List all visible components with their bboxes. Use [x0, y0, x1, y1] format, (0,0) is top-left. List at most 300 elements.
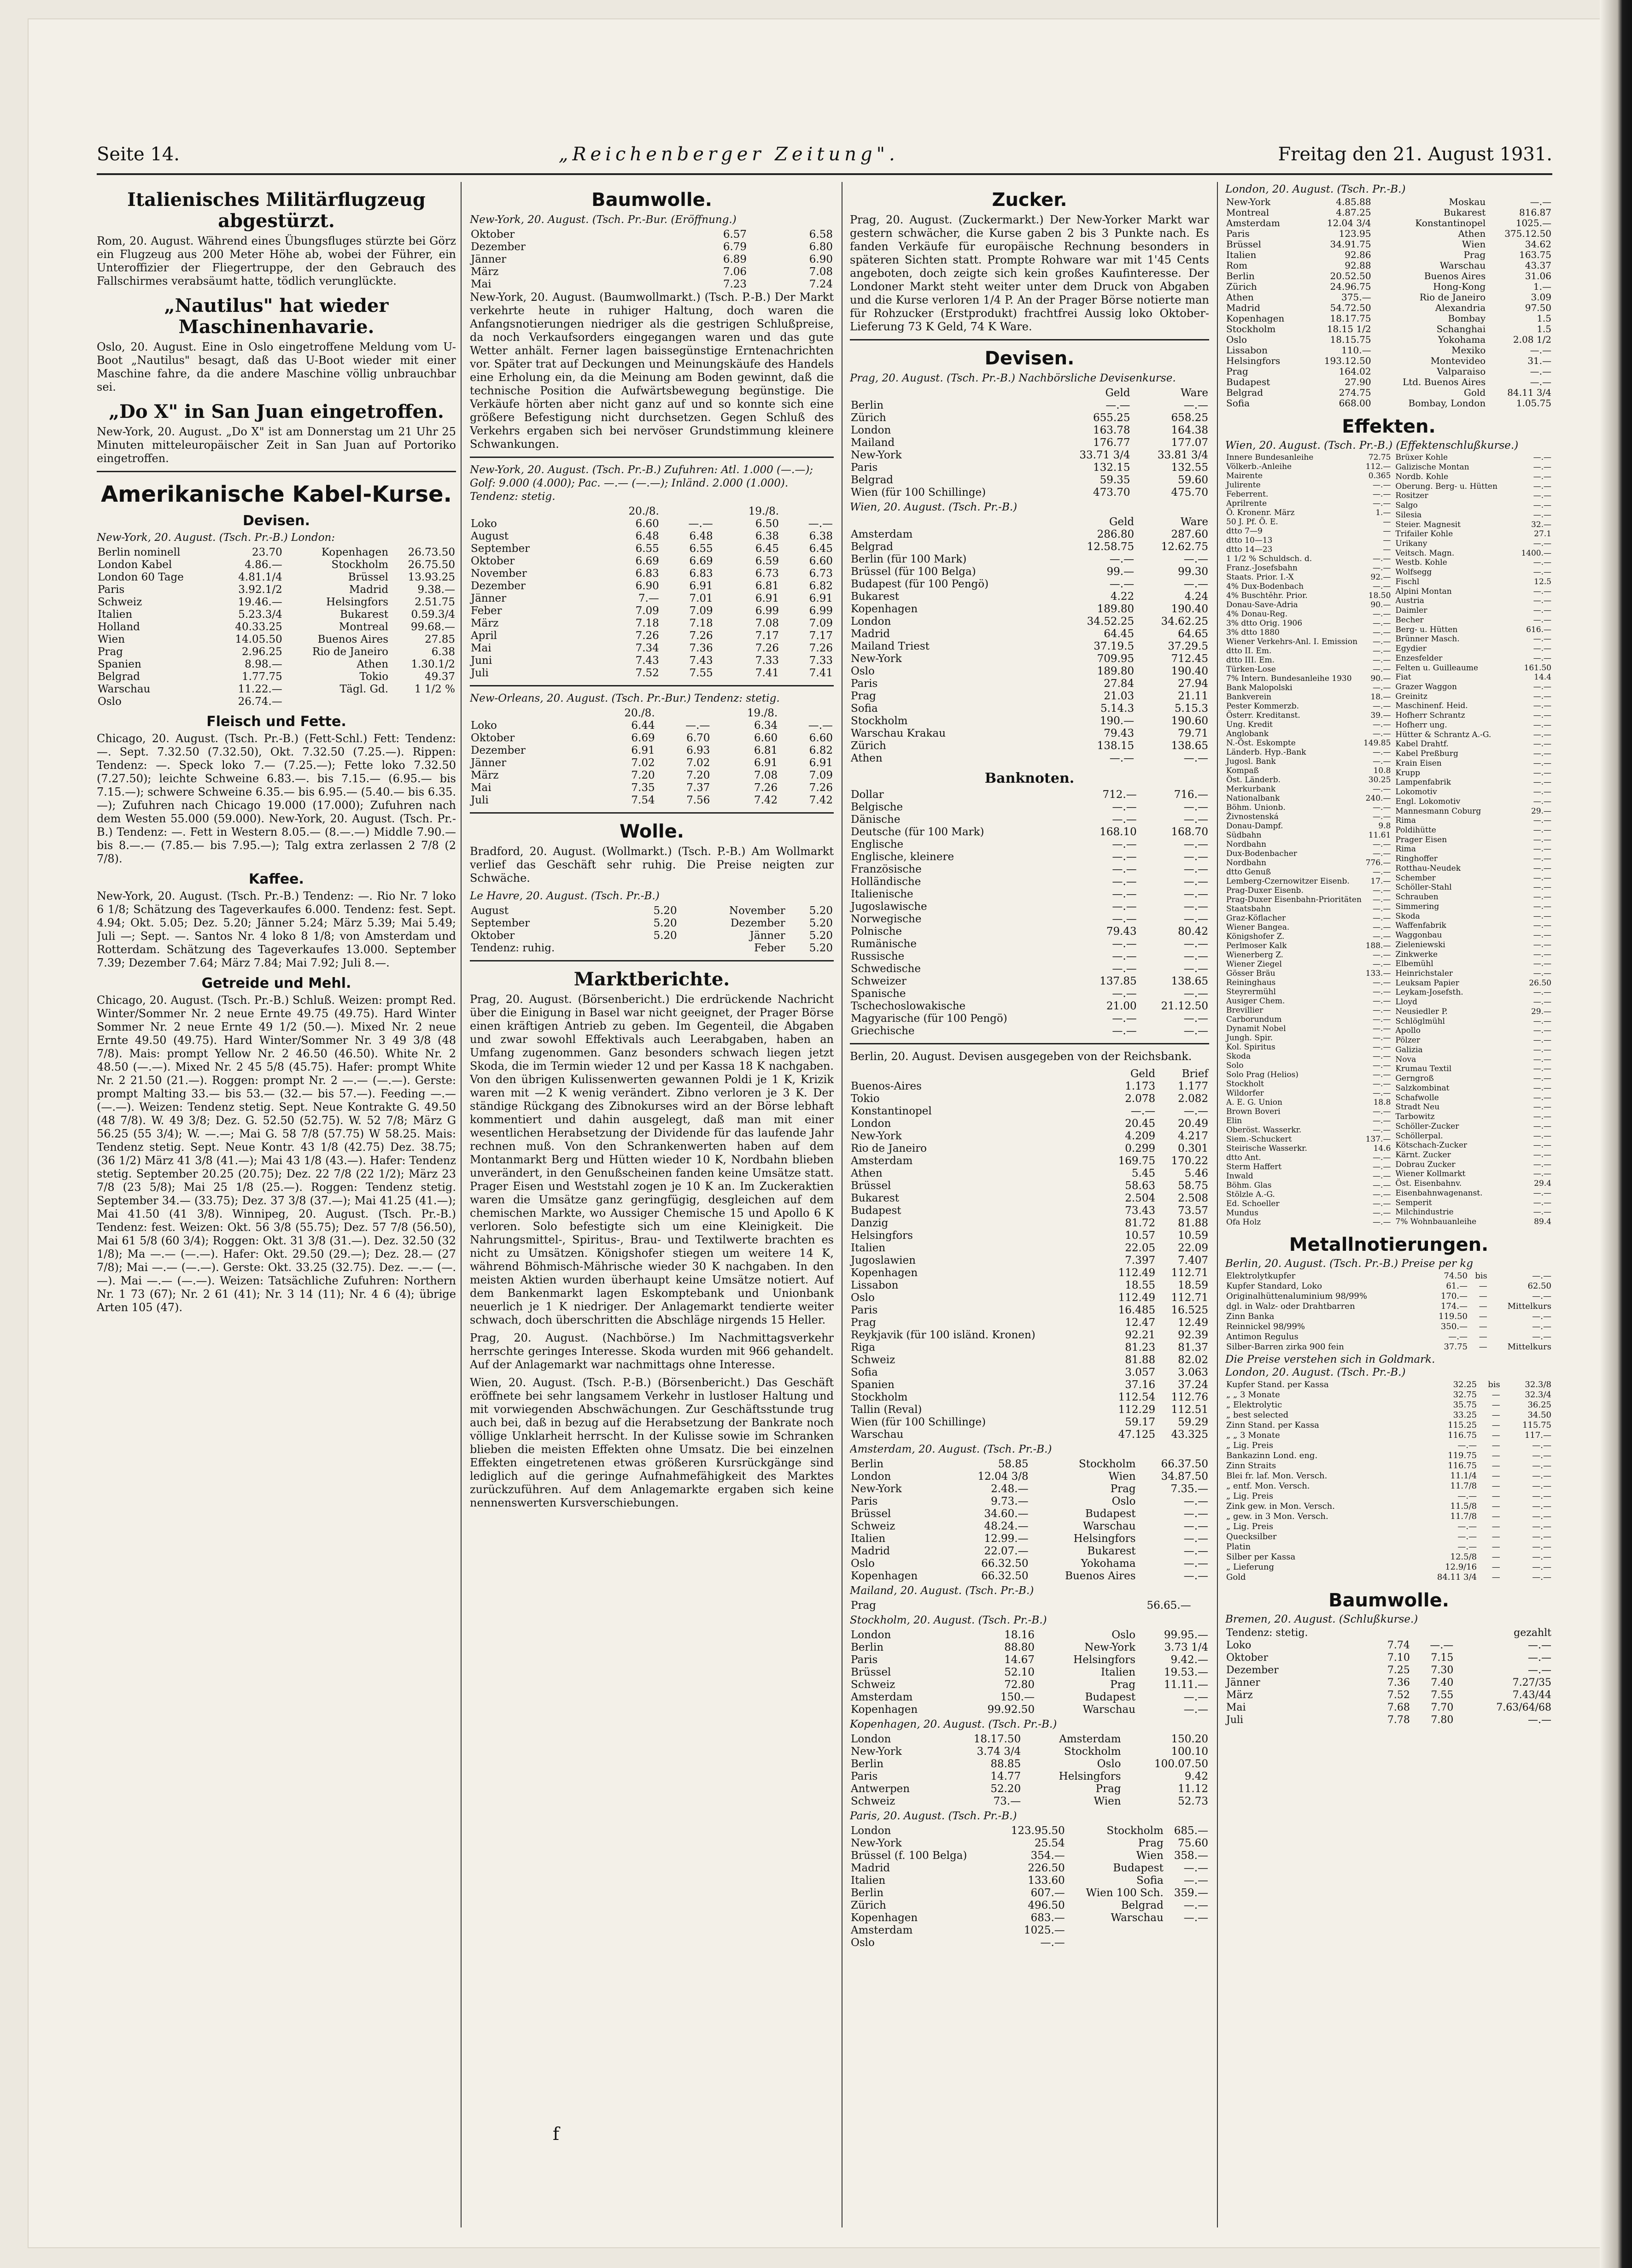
table-row — [1394, 911, 1552, 921]
table-row — [850, 653, 1209, 665]
row-value: 56.65.— — [1146, 1600, 1191, 1612]
row-value: 7.33 — [755, 655, 779, 667]
row-value: 7.02 — [686, 757, 710, 769]
table-row — [1394, 1036, 1552, 1045]
row-label: Amsterdam — [851, 1924, 913, 1936]
row-label: Galizia — [1395, 1045, 1423, 1055]
row-value: Bukarest — [340, 609, 389, 621]
table-row — [1225, 1552, 1552, 1562]
row-value: 6.59 — [755, 555, 779, 567]
row-value: —.— — [1373, 960, 1391, 969]
row-value: 18.17.75 — [1330, 313, 1371, 324]
row-value: —.— — [1533, 682, 1551, 692]
row-value: 80.42 — [1178, 926, 1208, 938]
row-label: Brüssel (für 100 Belga) — [851, 566, 976, 578]
row-label: Paris — [1226, 228, 1250, 239]
row-value: —.— — [1528, 1640, 1551, 1651]
row-value: 21.00 — [1106, 1000, 1137, 1012]
row-value: 20.52.50 — [1330, 270, 1371, 281]
row-label: Schweizer — [851, 975, 907, 987]
row-value: Feber — [754, 942, 785, 954]
table-row — [850, 1379, 1209, 1391]
table-row — [850, 888, 1209, 901]
table-row — [1225, 197, 1552, 207]
table-row — [850, 1093, 1209, 1105]
table-row — [1225, 508, 1392, 517]
row-value: Konstantinopel — [1415, 217, 1486, 229]
row-value: 26.73.50 — [408, 546, 455, 558]
row-value: 7.25 — [1387, 1664, 1410, 1676]
row-value: 4.87.25 — [1336, 207, 1371, 218]
row-label: Nova — [1395, 1055, 1416, 1064]
row-value: 49.37 — [425, 671, 455, 683]
row-value: 84.11 3/4 — [1437, 1572, 1477, 1582]
row-value: —.— — [1373, 656, 1391, 665]
row-value: —.— — [1533, 539, 1551, 548]
row-value: Geld — [1109, 516, 1135, 528]
rate-table — [850, 1458, 1209, 1582]
row-label: Rositzer — [1395, 491, 1428, 501]
row-value: —.— — [1373, 904, 1391, 914]
row-value: Oslo — [1111, 1495, 1136, 1507]
row-value: Madrid — [349, 584, 389, 596]
table-row — [470, 942, 834, 955]
row-value: 92.— — [1370, 573, 1391, 582]
row-label: London — [851, 615, 891, 627]
row-value: —.— — [1183, 913, 1208, 925]
row-label: Wiener Bangea. — [1226, 923, 1290, 932]
row-label: Ed. Schoeller — [1226, 1199, 1280, 1208]
row-value: —.— — [1183, 1025, 1208, 1037]
table-row — [850, 752, 1209, 765]
row-value: —.— — [1373, 987, 1391, 996]
row-value: 58.85 — [998, 1458, 1029, 1470]
table-row — [1394, 1189, 1552, 1198]
table-row — [850, 1429, 1209, 1441]
row-label: Türken-Lose — [1226, 665, 1276, 674]
table-row — [1225, 1033, 1392, 1043]
table-row — [850, 399, 1209, 412]
row-label — [850, 516, 1061, 528]
row-value: 4.86.— — [245, 559, 282, 571]
row-label: Jänner — [471, 592, 507, 604]
row-value — [1411, 1627, 1454, 1639]
row-value: 7.26 — [754, 782, 778, 794]
row-value: 37.19.5 — [1094, 640, 1135, 652]
table-row — [1394, 816, 1552, 826]
row-label: Dobrau Zucker — [1395, 1160, 1456, 1169]
row-value: —.— — [1183, 814, 1208, 826]
table-row — [1225, 536, 1392, 545]
row-value: —.— — [1183, 1013, 1208, 1025]
row-label: Schweiz — [851, 1795, 895, 1807]
row-label — [470, 505, 594, 518]
table-row — [850, 424, 1209, 437]
row-label: Mai — [471, 782, 491, 794]
row-value: 7.08 — [754, 769, 778, 781]
table-row — [1225, 1098, 1392, 1107]
table-row — [850, 578, 1209, 591]
table-row — [1394, 673, 1552, 682]
table-row — [470, 229, 834, 241]
row-label: November — [471, 568, 527, 580]
row-label: Schember — [1395, 873, 1436, 883]
table-row — [1394, 520, 1552, 529]
row-value: — — [1492, 1430, 1500, 1440]
row-value: 81.72 — [1125, 1217, 1156, 1229]
row-value: —.— — [1112, 1025, 1137, 1037]
table-row — [1394, 826, 1552, 835]
row-value: 1.77.75 — [242, 671, 282, 683]
table-row — [850, 1130, 1209, 1143]
row-value: Budapest — [1113, 1862, 1164, 1874]
table-row — [850, 876, 1209, 888]
row-value: —.— — [1373, 812, 1391, 821]
row-value: 12.62.75 — [1161, 541, 1208, 553]
row-value: 112.51 — [1171, 1404, 1208, 1416]
row-value: 88.80 — [1004, 1641, 1035, 1653]
table-row — [1394, 797, 1552, 806]
row-value: — — [1479, 1342, 1487, 1352]
row-value: —.— — [1532, 1332, 1551, 1342]
row-value: 6.48 — [689, 530, 713, 542]
table-row — [1225, 1390, 1552, 1400]
table-row — [850, 1304, 1209, 1317]
row-value: 52.73 — [1178, 1795, 1208, 1807]
row-label: Veitsch. Magn. — [1395, 548, 1455, 558]
section-title: Wolle. — [620, 821, 684, 842]
table-row — [470, 278, 834, 291]
row-value: —.— — [1533, 463, 1551, 472]
section-rule — [850, 339, 1209, 340]
row-label: Wiener Kollmarkt — [1395, 1169, 1466, 1179]
row-label: Alpini Montan — [1395, 586, 1452, 596]
row-value: 29.— — [1531, 806, 1551, 816]
row-label: dtto Genuß — [1226, 867, 1271, 877]
table-row — [97, 646, 456, 658]
row-value: —.— — [1183, 399, 1208, 411]
row-value: 7.55 — [1431, 1689, 1454, 1701]
table-row — [850, 1666, 1209, 1679]
row-value: 73.43 — [1125, 1205, 1156, 1217]
row-value: —.— — [1183, 553, 1208, 565]
row-label: Sofia — [1226, 398, 1250, 409]
row-value: —.— — [1373, 978, 1391, 987]
table-row — [850, 1795, 1209, 1808]
row-label: Schlöglmühl — [1395, 1016, 1445, 1026]
table-row — [1225, 313, 1552, 324]
table-row — [470, 655, 834, 667]
row-label: Nordbahn — [1226, 840, 1267, 849]
table-row — [850, 1825, 1209, 1837]
table-row — [1394, 682, 1552, 692]
table-row — [850, 1013, 1209, 1025]
row-value: 6.60 — [635, 518, 659, 530]
row-label: Oslo — [851, 1937, 875, 1949]
dateline: Stockholm, 20. August. (Tsch. Pr.-B.) — [850, 1614, 1047, 1626]
row-value: —.— — [1040, 1937, 1065, 1949]
row-value: —.— — [1532, 1512, 1551, 1521]
row-label: Wien (für 100 Schillinge) — [851, 1416, 986, 1428]
market-text: Bradford, 20. August. (Wollmarkt.) (Tsch. P.-B.) Am Wollmarkt verlief das Geschäft sehr ruhig. Die Preise neigten zur Schwäche. — [470, 845, 834, 885]
table-row — [1394, 625, 1552, 634]
row-label: Wiener Ziegel — [1226, 960, 1282, 969]
table-row — [1394, 1016, 1552, 1026]
article-text: New-York, 20. August. „Do X" ist am Donnerstag um 21 Uhr 25 Minuten mitteleuropäischer Zeit in San Juan auf Portoriko eingetroffen. — [97, 425, 456, 465]
section-subtitle: Getreide und Mehl. — [201, 975, 351, 991]
table-row — [1225, 1301, 1552, 1312]
table-row — [1225, 895, 1392, 904]
rate-table — [850, 1733, 1209, 1808]
row-value: —.— — [1373, 490, 1391, 499]
row-value: 8.98.— — [245, 658, 282, 670]
table-row — [1394, 1083, 1552, 1093]
row-value: 709.95 — [1097, 653, 1135, 665]
row-value: 31.— — [1527, 355, 1551, 366]
row-label: Prag — [851, 1600, 876, 1612]
row-value: — — [1492, 1400, 1500, 1410]
row-value: 3.73 1/4 — [1164, 1641, 1208, 1653]
table-row — [850, 926, 1209, 938]
dateline: London, 20. August. (Tsch. Pr.-B.) — [1225, 1366, 1406, 1378]
table-row — [1225, 877, 1392, 886]
table-row — [1225, 969, 1392, 978]
row-value: —.— — [1532, 1481, 1551, 1491]
row-value: Tägl. Gd. — [339, 683, 389, 695]
table-row — [1225, 250, 1552, 260]
row-label: Madrid — [851, 1862, 890, 1874]
table-row — [850, 1471, 1209, 1483]
row-value: 115.75 — [1522, 1420, 1551, 1430]
row-value: 73.57 — [1178, 1205, 1208, 1217]
row-label: Völkerb.-Anleihe — [1226, 462, 1292, 471]
table-row — [1394, 701, 1552, 711]
row-label: Brevillier — [1226, 1006, 1263, 1015]
row-value: 5.20 — [653, 905, 677, 917]
table-row — [850, 1230, 1209, 1242]
row-value: 712.45 — [1171, 653, 1208, 665]
row-label: Westb. Kohle — [1395, 558, 1447, 568]
table-row — [850, 486, 1209, 499]
row-value: 685.— — [1174, 1825, 1208, 1837]
row-value: 6.50 — [755, 518, 779, 530]
row-label: New-York — [851, 653, 902, 665]
table-row — [1394, 1064, 1552, 1074]
row-label: Spanische — [851, 988, 906, 1000]
row-label: Bukarest — [851, 1192, 900, 1204]
row-value: 33.25 — [1453, 1410, 1477, 1420]
row-label: London — [851, 1118, 891, 1130]
table-row — [1394, 969, 1552, 979]
row-value: 5.20 — [653, 917, 677, 929]
row-value: — — [1479, 1301, 1487, 1311]
row-label: Schöllerpal. — [1395, 1131, 1443, 1141]
row-label: Loko — [471, 518, 497, 530]
row-label: Ausiger Chem. — [1226, 996, 1285, 1006]
row-value — [656, 707, 711, 720]
row-value: 37.24 — [1178, 1379, 1208, 1391]
row-value: 6.91 — [689, 580, 713, 592]
table-row — [1394, 1141, 1552, 1150]
row-label: dtto Ant. — [1226, 1153, 1261, 1162]
rate-table — [850, 1068, 1209, 1441]
row-label: Antimon Regulus — [1226, 1332, 1299, 1342]
row-value: 0.365 — [1368, 471, 1391, 481]
row-value: —.— — [1533, 1121, 1551, 1131]
row-value: 13.93.25 — [408, 571, 455, 583]
row-value: — — [1479, 1332, 1487, 1342]
row-label: Zürich — [851, 412, 886, 424]
table-row — [1225, 207, 1552, 218]
row-label: Budapest — [851, 1205, 901, 1217]
row-value: 34.52.25 — [1087, 615, 1135, 627]
table-row — [850, 1520, 1209, 1533]
row-label: Kopenhagen — [1226, 313, 1285, 324]
row-label: Gold — [1226, 1572, 1246, 1582]
table-row — [850, 1279, 1209, 1292]
row-label: Berlin — [851, 1887, 884, 1899]
table-row — [850, 678, 1209, 690]
row-label: Rima — [1395, 844, 1416, 854]
row-value: —.— — [1533, 892, 1551, 902]
row-value: 58.75 — [1178, 1180, 1208, 1192]
row-value: 189.80 — [1097, 665, 1135, 677]
row-value: —.— — [1183, 1508, 1208, 1520]
table-row — [1394, 548, 1552, 558]
table-header — [850, 1068, 1209, 1080]
table-row — [850, 1143, 1209, 1155]
row-value: —.— — [1373, 563, 1391, 573]
row-value: 0.301 — [1178, 1143, 1208, 1155]
row-value: 176.77 — [1093, 437, 1130, 449]
row-label — [470, 707, 588, 720]
row-value: 150.20 — [1171, 1733, 1208, 1745]
row-label: Aprilrente — [1226, 499, 1267, 508]
table-row — [1394, 472, 1552, 481]
table-row — [1225, 600, 1392, 609]
table-row — [470, 543, 834, 555]
row-value: —.— — [1533, 844, 1551, 854]
row-label: Neusiedler P. — [1395, 1007, 1448, 1016]
row-value: —.— — [1183, 1533, 1208, 1545]
section-subtitle: Devisen. — [242, 513, 310, 529]
table-row — [1225, 1380, 1552, 1390]
row-value: 274.75 — [1339, 387, 1371, 398]
row-value: 9.8 — [1378, 821, 1391, 831]
article-text: Oslo, 20. August. Eine in Oslo eingetroffene Meldung vom U-Boot „Nautilus" besagt, daß das U-Boot wieder mit einer Maschine fahre, da die andere Maschine völlig unbrauchbar sei. — [97, 340, 456, 393]
row-label: Rumänische — [851, 938, 917, 950]
row-label: März — [1226, 1689, 1253, 1701]
row-label: Pester Kommerzb. — [1226, 702, 1299, 711]
row-label: Buenos-Aires — [851, 1080, 922, 1092]
row-label: Rima — [1395, 816, 1416, 826]
row-value: 79.71 — [1178, 727, 1208, 739]
row-value: 716.— — [1174, 789, 1208, 801]
row-value: — — [1492, 1562, 1500, 1572]
newspaper-title: „Reichenberger Zeitung". — [558, 144, 899, 165]
rate-table — [850, 789, 1209, 1037]
row-value: —.— — [1533, 911, 1551, 921]
row-label: Heinrichstaler — [1395, 969, 1453, 979]
section-rule — [97, 471, 456, 472]
row-label: Konstantinopel — [851, 1105, 932, 1117]
table-row — [1225, 932, 1392, 941]
row-value: 7.02 — [631, 757, 655, 769]
table-row — [1394, 873, 1552, 883]
table-row — [850, 1912, 1209, 1924]
row-value: 11.22.— — [238, 683, 282, 695]
row-value: —.— — [1532, 1491, 1551, 1501]
rate-table — [1225, 197, 1552, 409]
row-value: 6.60 — [809, 732, 833, 744]
row-value: 655.25 — [1093, 412, 1130, 424]
row-value: 6.83 — [635, 568, 659, 580]
row-value: 2.51.75 — [415, 596, 455, 608]
row-value: —.— — [1532, 1312, 1551, 1321]
row-value: Geld — [1130, 1068, 1156, 1080]
row-value: 22.07.— — [984, 1545, 1029, 1557]
table-row — [1225, 1420, 1552, 1430]
row-label: September — [471, 917, 530, 929]
row-label: Kompaß — [1226, 766, 1259, 775]
row-value: — — [1383, 517, 1391, 527]
table-row — [1394, 644, 1552, 654]
row-value: 19.46.— — [238, 596, 282, 608]
row-value: 10.8 — [1373, 766, 1391, 775]
table-row — [1225, 1652, 1552, 1664]
row-value: 1.— — [1533, 281, 1551, 292]
table-row — [850, 1654, 1209, 1666]
table-row — [97, 596, 456, 609]
row-value: — — [1383, 545, 1391, 554]
row-value: Wien 100 Sch. — [1086, 1887, 1164, 1899]
row-label: Dollar — [851, 789, 884, 801]
article-title: „Do X" in San Juan eingetroffen. — [109, 401, 444, 422]
row-value: 2.48.— — [991, 1483, 1029, 1495]
row-value: —.— — [1533, 863, 1551, 873]
table-row — [470, 732, 834, 744]
table-row — [1225, 582, 1392, 591]
row-value: 354.— — [1030, 1850, 1065, 1862]
row-value: —.— — [1533, 1055, 1551, 1064]
row-value: Prag — [1110, 1679, 1136, 1691]
row-label: Mannesmann Coburg — [1395, 806, 1481, 816]
row-value: —.— — [1533, 1036, 1551, 1045]
row-value: —.— — [1533, 1074, 1551, 1084]
row-value: 34.60.— — [984, 1508, 1029, 1520]
table-row — [1394, 988, 1552, 997]
row-value: 816.87 — [1519, 207, 1551, 218]
row-value: 7.20 — [686, 769, 710, 781]
row-label: Carborundum — [1226, 1015, 1282, 1024]
row-value: 4.209 — [1125, 1130, 1156, 1142]
row-value: —.— — [1183, 838, 1208, 850]
row-label: Kabel Drahtf. — [1395, 739, 1449, 749]
row-value: 7.01 — [689, 592, 713, 604]
table-row — [1225, 923, 1392, 932]
row-value: 79.43 — [1104, 727, 1135, 739]
row-value: Buenos Aires — [1065, 1570, 1136, 1582]
row-value: — — [1492, 1552, 1500, 1562]
row-value: —.— — [1533, 634, 1551, 644]
row-value: —.— — [1373, 646, 1391, 656]
row-value: —.— — [1373, 1107, 1391, 1116]
row-value: 37.75 — [1444, 1342, 1468, 1352]
row-value: 7.24 — [809, 278, 833, 290]
row-value: 34.62 — [1525, 239, 1551, 250]
table-row — [1394, 634, 1552, 644]
table-row — [1225, 1410, 1552, 1420]
